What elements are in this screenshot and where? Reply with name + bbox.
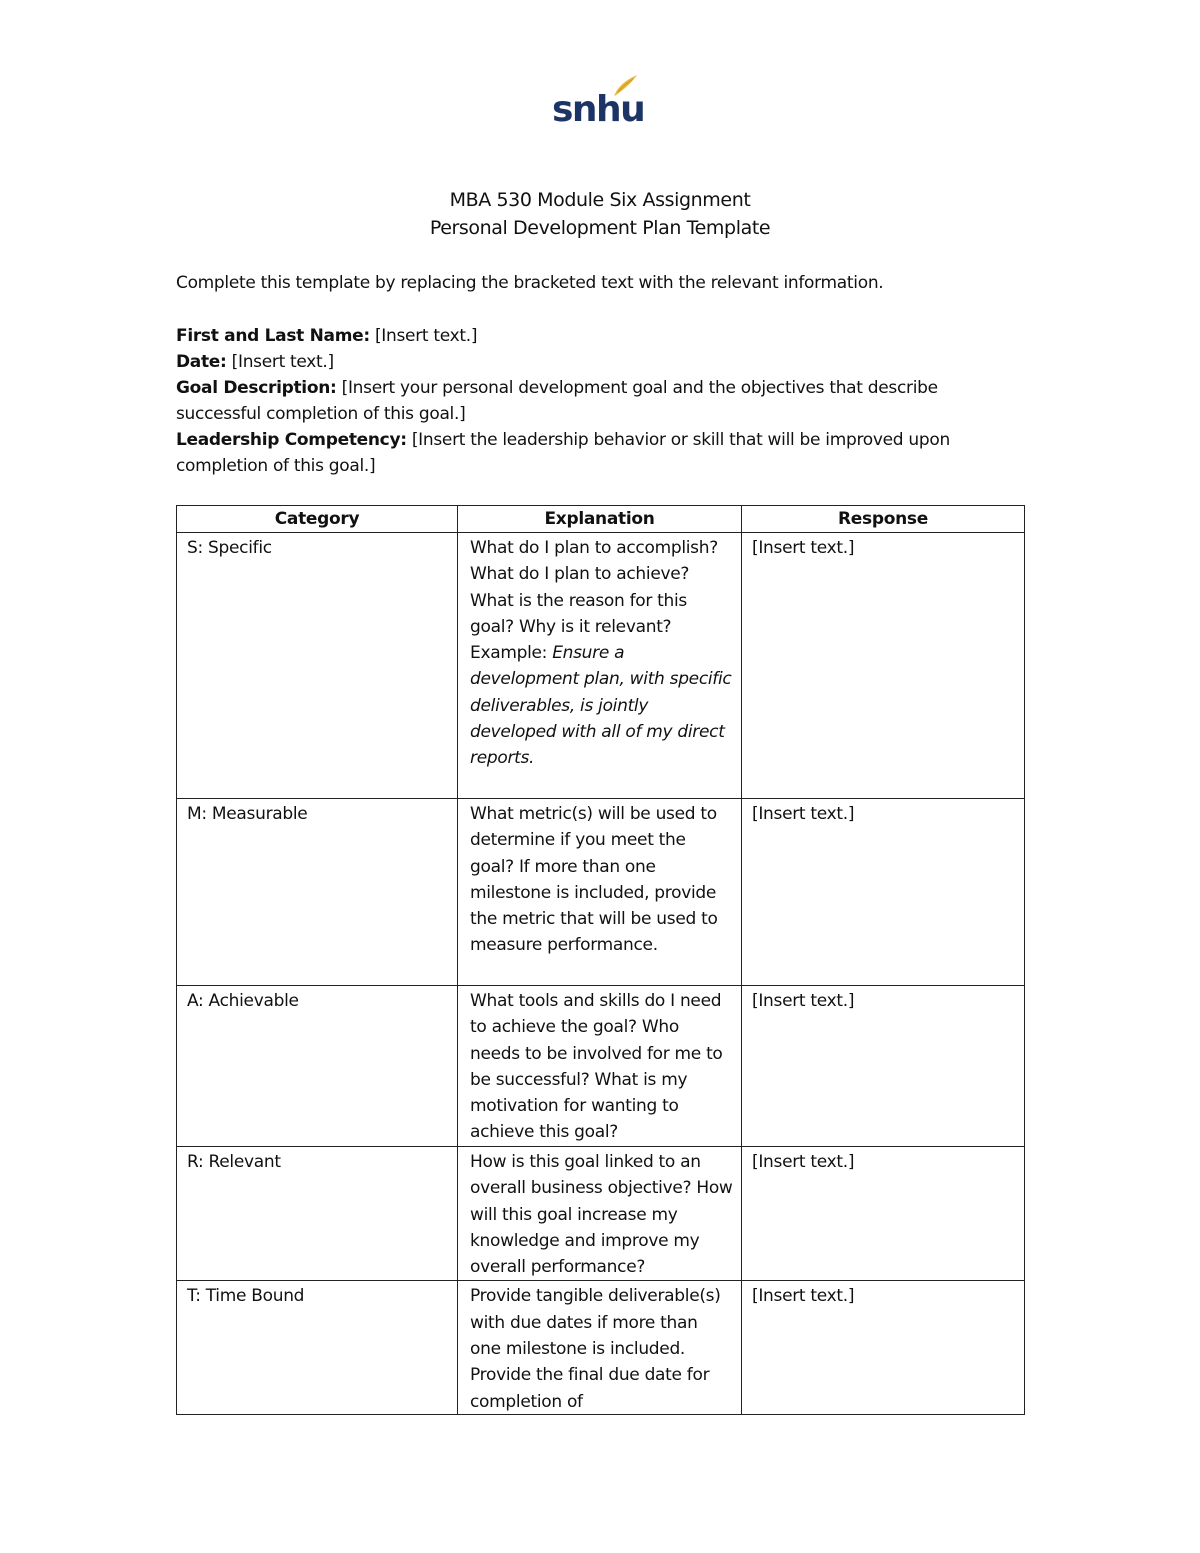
goal-description-value: [Insert your personal development goal and the objectives that describe successful completion of this goal.] xyxy=(176,378,938,424)
snhu-logo xyxy=(552,74,644,136)
header-explanation: Explanation xyxy=(458,506,742,533)
leadership-competency-field[interactable] xyxy=(176,427,996,479)
table-row-achievable xyxy=(177,986,1025,1147)
instructions-text: Complete this template by replacing the bracketed text with the relevant information. xyxy=(176,273,884,293)
name-label: First and Last Name: xyxy=(176,326,370,346)
header-response: Response xyxy=(742,506,1025,533)
date-label: Date: xyxy=(176,352,227,372)
explanation-cell: What tools and skills do I need to achieve the goal? Who needs to be involved for me to be successful? What is my motivation for wanting to achieve this goal? xyxy=(458,986,742,1147)
explanation-cell: What metric(s) will be used to determine if you meet the goal? If more than one milestone is included, provide the metric that will be used to measure performance. xyxy=(458,799,742,986)
leadership-competency-label: Leadership Competency: xyxy=(176,430,407,450)
table-row-relevant xyxy=(177,1147,1025,1281)
explanation-cell xyxy=(458,1281,742,1415)
example-label: Example: xyxy=(470,643,553,664)
category-cell: S: Specific xyxy=(177,533,458,799)
explanation-cell xyxy=(458,533,742,799)
title-line-1: MBA 530 Module Six Assignment xyxy=(449,189,751,211)
response-cell[interactable]: [Insert text.] xyxy=(742,1147,1025,1281)
date-field[interactable] xyxy=(176,349,996,375)
category-cell: M: Measurable xyxy=(177,799,458,986)
category-cell: R: Relevant xyxy=(177,1147,458,1281)
logo-wordmark: snhu xyxy=(552,89,645,130)
response-cell[interactable]: [Insert text.] xyxy=(742,986,1025,1147)
name-field[interactable] xyxy=(176,323,996,349)
table-row-time-bound xyxy=(177,1281,1025,1415)
document-title xyxy=(0,186,1200,242)
explanation-text: What do I plan to accomplish? What do I plan to achieve? What is the reason for this goal? Why is it relevant? xyxy=(470,538,718,637)
response-cell[interactable]: [Insert text.] xyxy=(742,1281,1025,1415)
explanation-cell: How is this goal linked to an overall business objective? How will this goal increase my knowledge and improve my overall performance? xyxy=(458,1147,742,1281)
example-text: Ensure a development plan, with specific deliverables, is jointly developed with all of my direct reports. xyxy=(470,643,732,769)
goal-description-field[interactable] xyxy=(176,375,996,427)
goal-description-label: Goal Description: xyxy=(176,378,337,398)
table-row-specific xyxy=(177,533,1025,799)
header-category: Category xyxy=(177,506,458,533)
title-line-2: Personal Development Plan Template xyxy=(429,217,771,239)
table-header-row xyxy=(177,506,1025,533)
name-value: [Insert text.] xyxy=(369,326,478,346)
explanation-text: Provide tangible deliverable(s) with due dates if more than one milestone is included. Provide the final due date for completion of xyxy=(470,1286,721,1412)
response-cell[interactable]: [Insert text.] xyxy=(742,533,1025,799)
response-cell[interactable]: [Insert text.] xyxy=(742,799,1025,986)
info-fields xyxy=(176,323,996,479)
leadership-competency-value: [Insert the leadership behavior or skill that will be improved upon completion of this goal.] xyxy=(176,430,950,476)
smart-goal-table xyxy=(176,505,1025,1415)
category-cell: A: Achievable xyxy=(177,986,458,1147)
table-row-measurable xyxy=(177,799,1025,986)
date-value: [Insert text.] xyxy=(226,352,334,372)
category-cell: T: Time Bound xyxy=(177,1281,458,1415)
